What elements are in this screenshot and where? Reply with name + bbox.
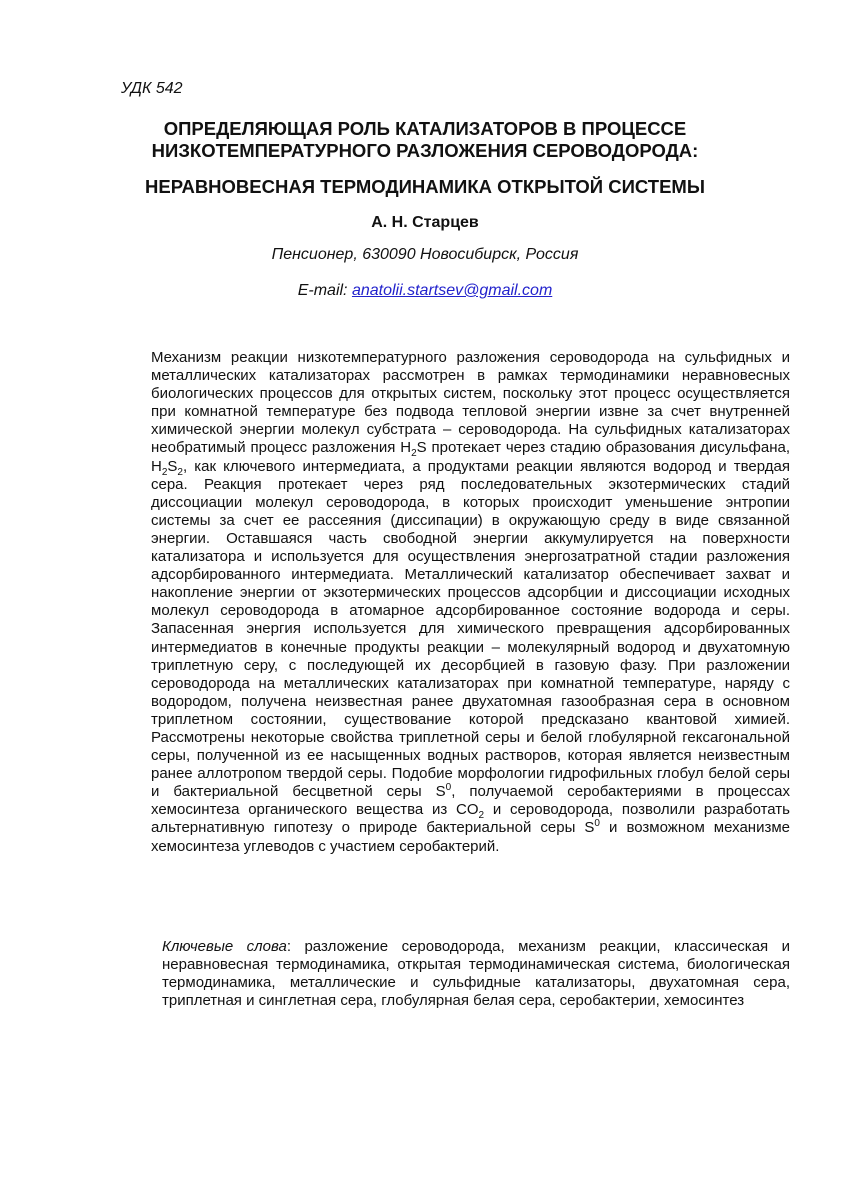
author-name: А. Н. Старцев <box>371 214 479 231</box>
title-line-1: ОПРЕДЕЛЯЮЩАЯ РОЛЬ КАТАЛИЗАТОРОВ В ПРОЦЕССЕ <box>163 118 687 139</box>
superscript: 0 <box>445 782 452 794</box>
abstract-part: и возможном механизме хемосинтеза углеводов с участием серобактерий. <box>151 819 790 855</box>
author-email <box>0 282 850 300</box>
title-line-2: НИЗКОТЕМПЕРАТУРНОГО РАЗЛОЖЕНИЯ СЕРОВОДОРОДА: <box>151 140 699 161</box>
email-link[interactable]: anatolii.startsev@gmail.com <box>351 282 553 299</box>
abstract-part: S <box>167 457 178 475</box>
author-affiliation: Пенсионер, 630090 Новосибирск, Россия <box>271 246 579 263</box>
keywords <box>162 938 790 1010</box>
subscript: 2 <box>161 466 168 478</box>
superscript: 0 <box>594 818 600 830</box>
keywords-text: : разложение сероводорода, механизм реакции, классическая и неравновесная термодинамика, открытая термодинамическая система, биологическая термодинамика, металлические и сульфидные катализаторы, двухатомная сера, триплетная и синглетная сера, глобулярная белая сера, серобактерии, хемосинтез <box>162 938 790 1010</box>
email-label: E-mail: <box>297 282 348 299</box>
abstract-part: , получаемой серобактериями в процессах хемосинтеза органического вещества из CO <box>151 783 790 819</box>
paper-subtitle: НЕРАВНОВЕСНАЯ ТЕРМОДИНАМИКА ОТКРЫТОЙ СИСТЕМЫ <box>145 176 705 197</box>
udk-code: УДК 542 <box>121 80 183 97</box>
subscript: 2 <box>177 466 183 478</box>
paper-title <box>60 118 790 162</box>
subscript: 2 <box>478 810 485 822</box>
abstract-part: Механизм реакции низкотемпературного разложения сероводорода на сульфидных и металлических катализаторах рассмотрен в рамках термодинамики неравновесных биологических процессов для открытых систем, поскольку этот процесс осуществляется при комнатной температуре без подвода тепловой энергии извне за счет внутренней химической энергии молекул субстрата – сероводорода. На сульфидных катализаторах необратимый процесс разложения H <box>151 349 790 457</box>
abstract-part: и сероводорода, позволили разработать альтернативную гипотезу о природе бактериальной серы S <box>151 801 790 837</box>
subscript: 2 <box>411 448 417 460</box>
abstract-part: S протекает через стадию образования дисульфана, H <box>151 439 790 475</box>
keywords-label: Ключевые слова <box>162 938 287 955</box>
abstract-text <box>151 349 790 856</box>
abstract-part: , как ключевого интермедиата, а продуктами реакции являются водород и твердая сера. Реакция протекает через ряд последовательных экзотермических стадий диссоциации молекул сероводорода, в которых происходит уменьшение энтропии системы за счет ее рассеяния (диссипации) в окружающую среду в виде связанной энергии. Оставшаяся часть свободной энергии аккумулируется на поверхности катализатора и используется для осуществления энергозатратной стадии разложения адсорбированного интермедиата. Металлический катализатор обеспечивает захват и накопление энергии от экзотермических процессов адсорбции и диссоциации исходных молекул сероводорода в атомарное адсорбированное состояние водорода и серы. Запасенная энергия используется для химического превращения адсорбированных интермедиатов в конечные продукты реакции – молекулярный водород и двухатомную триплетную серу, с последующей их десорбцией в газовую фазу. При разложении сероводорода на металлических катализаторах при комнатной температуре, наряду с водородом, получена неизвестная ранее двухатомная газообразная сера в основном триплетном состоянии, существование которой предсказано квантовой химией. Рассмотрены некоторые свойства триплетной серы и белой глобулярной гексагональной серы, полученной из ее насыщенных водных растворов, которая является неизвестным ранее аллотропом твердой серы. Подобие морфологии гидрофильных глобул белой серы и бактериальной бесцветной серы S <box>151 457 790 801</box>
